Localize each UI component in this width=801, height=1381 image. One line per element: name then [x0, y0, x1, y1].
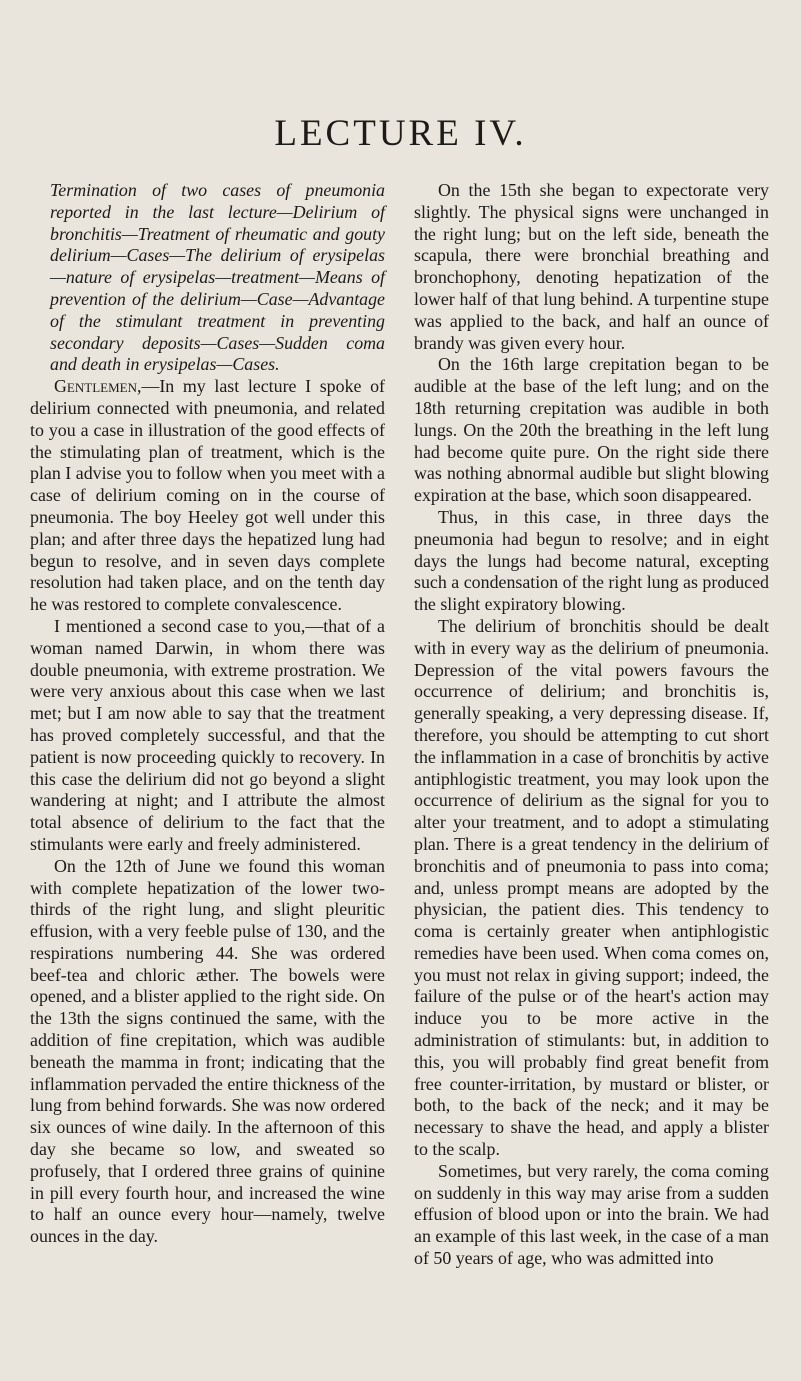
paragraph-darwin-case: I mentioned a second case to you,—that of a woman named Darwin, in whom there was double pneumonia, with extreme prostration. We were very anxious about this case when we last met; but I am now able to say that the treatment has proved completely successful, and that the patient is now proceeding quickly to recovery. In this case the delirium did not go beyond a slight wandering at night; and I attribute the almost total absence of delirium to the fact that the stimulants were early and freely administered.	[30, 615, 385, 854]
paragraph-gentlemen-text: —In my last lecture I spoke of delirium connected with pneumonia, and related to you a case in illustration of the good effects of the stimulating plan of treatment, which is the plan I advise you to follow when you meet with a case of delirium coming on in the course of pneumonia. The boy Heeley got well under this plan; and after three days the hepatized lung had begun to resolve, and in seven days complete resolution had taken place, and on the tenth day he was restored to complete convalescence.	[30, 376, 385, 615]
paragraph-sometimes: Sometimes, but very rarely, the coma coming on suddenly in this way may arise from a sudden effusion of blood upon or into the brain. We had an example of this last week, in the case of a man of 50 years of age, who was admitted into	[414, 1160, 769, 1269]
paragraph-thus: Thus, in this case, in three days the pneumonia had begun to resolve; and in eight days the lungs had become natural, excepting such a condensation of the right lung as produced the slight expiratory blowing.	[414, 506, 769, 615]
paragraph-bronchitis: The delirium of bronchitis should be dealt with in every way as the delirium of pneumonia. Depression of the vital powers favours the occurrence of delirium; and bronchitis is, generally speaking, a very depressing disease. If, therefore, you should be attempting to cut short the inflammation in a case of bronchitis by active antiphlogistic treatment, you may look upon the occurrence of delirium as the signal for you to alter your treatment, and to adopt a stimulating plan. There is a great tendency in the delirium of bronchitis and of pneumonia to pass into coma; and, unless prompt means are adopted by the physician, the patient dies. This tendency to coma is certainly greater when antiphlogistic remedies have been used. When coma comes on, you must not relax in giving support; indeed, the failure of the pulse or of the heart's action may induce you to be more active in the administration of stimulants: but, in addition to this, you will probably find great benefit from free counter-irritation, by mustard or blister, or both, to the back of the neck; and it may be necessary to shave the head, and apply a blister to the scalp.	[414, 615, 769, 1160]
left-column	[30, 180, 385, 1248]
paragraph-june-12: On the 12th of June we found this woman with complete hepatization of the lower two-thirds of the right lung, and slight pleuritic effusion, with a very feeble pulse of 130, and the respirations numbering 44. She was ordered beef-tea and chloric æther. The bowels were opened, and a blister applied to the right side. On the 13th the signs continued the same, with the addition of fine crepitation, which was audible beneath the mamma in front; indicating that the inflammation pervaded the entire thickness of the lung from behind forwards. She was now ordered six ounces of wine daily. In the afternoon of this day she became so low, and sweated so profusely, that I ordered three grains of quinine in pill every fourth hour, and increased the wine to half an ounce every hour—namely, twelve ounces in the day.	[30, 855, 385, 1247]
salutation: Gentlemen,	[54, 376, 142, 397]
paragraph-gentlemen	[30, 376, 385, 616]
paragraph-16th: On the 16th large crepitation began to be audible at the base of the left lung; and on the 18th returning crepitation was audible in both lungs. On the 20th the breathing in the left lung had become quite pure. On the right side there was nothing abnormal audible but slight blowing expiration at the base, which soon disappeared.	[414, 354, 769, 506]
lecture-summary: Termination of two cases of pneumonia reported in the last lecture—Delirium of bronchitis—Treatment of rheumatic and gouty delirium—Cases—The delirium of erysipelas—nature of erysipelas—treatment—Means of prevention of the delirium—Case—Advantage of the stimulant treatment in preventing secondary deposits—Cases—Sudden coma and death in erysipelas—Cases.	[50, 180, 385, 375]
page-title: LECTURE IV.	[274, 113, 527, 154]
paragraph-15th: On the 15th she began to expectorate very slightly. The physical signs were unchanged in the right lung; but on the left side, beneath the scapula, there were bronchial breathing and bronchophony, denoting hepatization of the lower half of that lung behind. A turpentine stupe was applied to the back, and half an ounce of brandy was given every hour.	[414, 180, 769, 353]
right-column	[414, 180, 769, 1270]
